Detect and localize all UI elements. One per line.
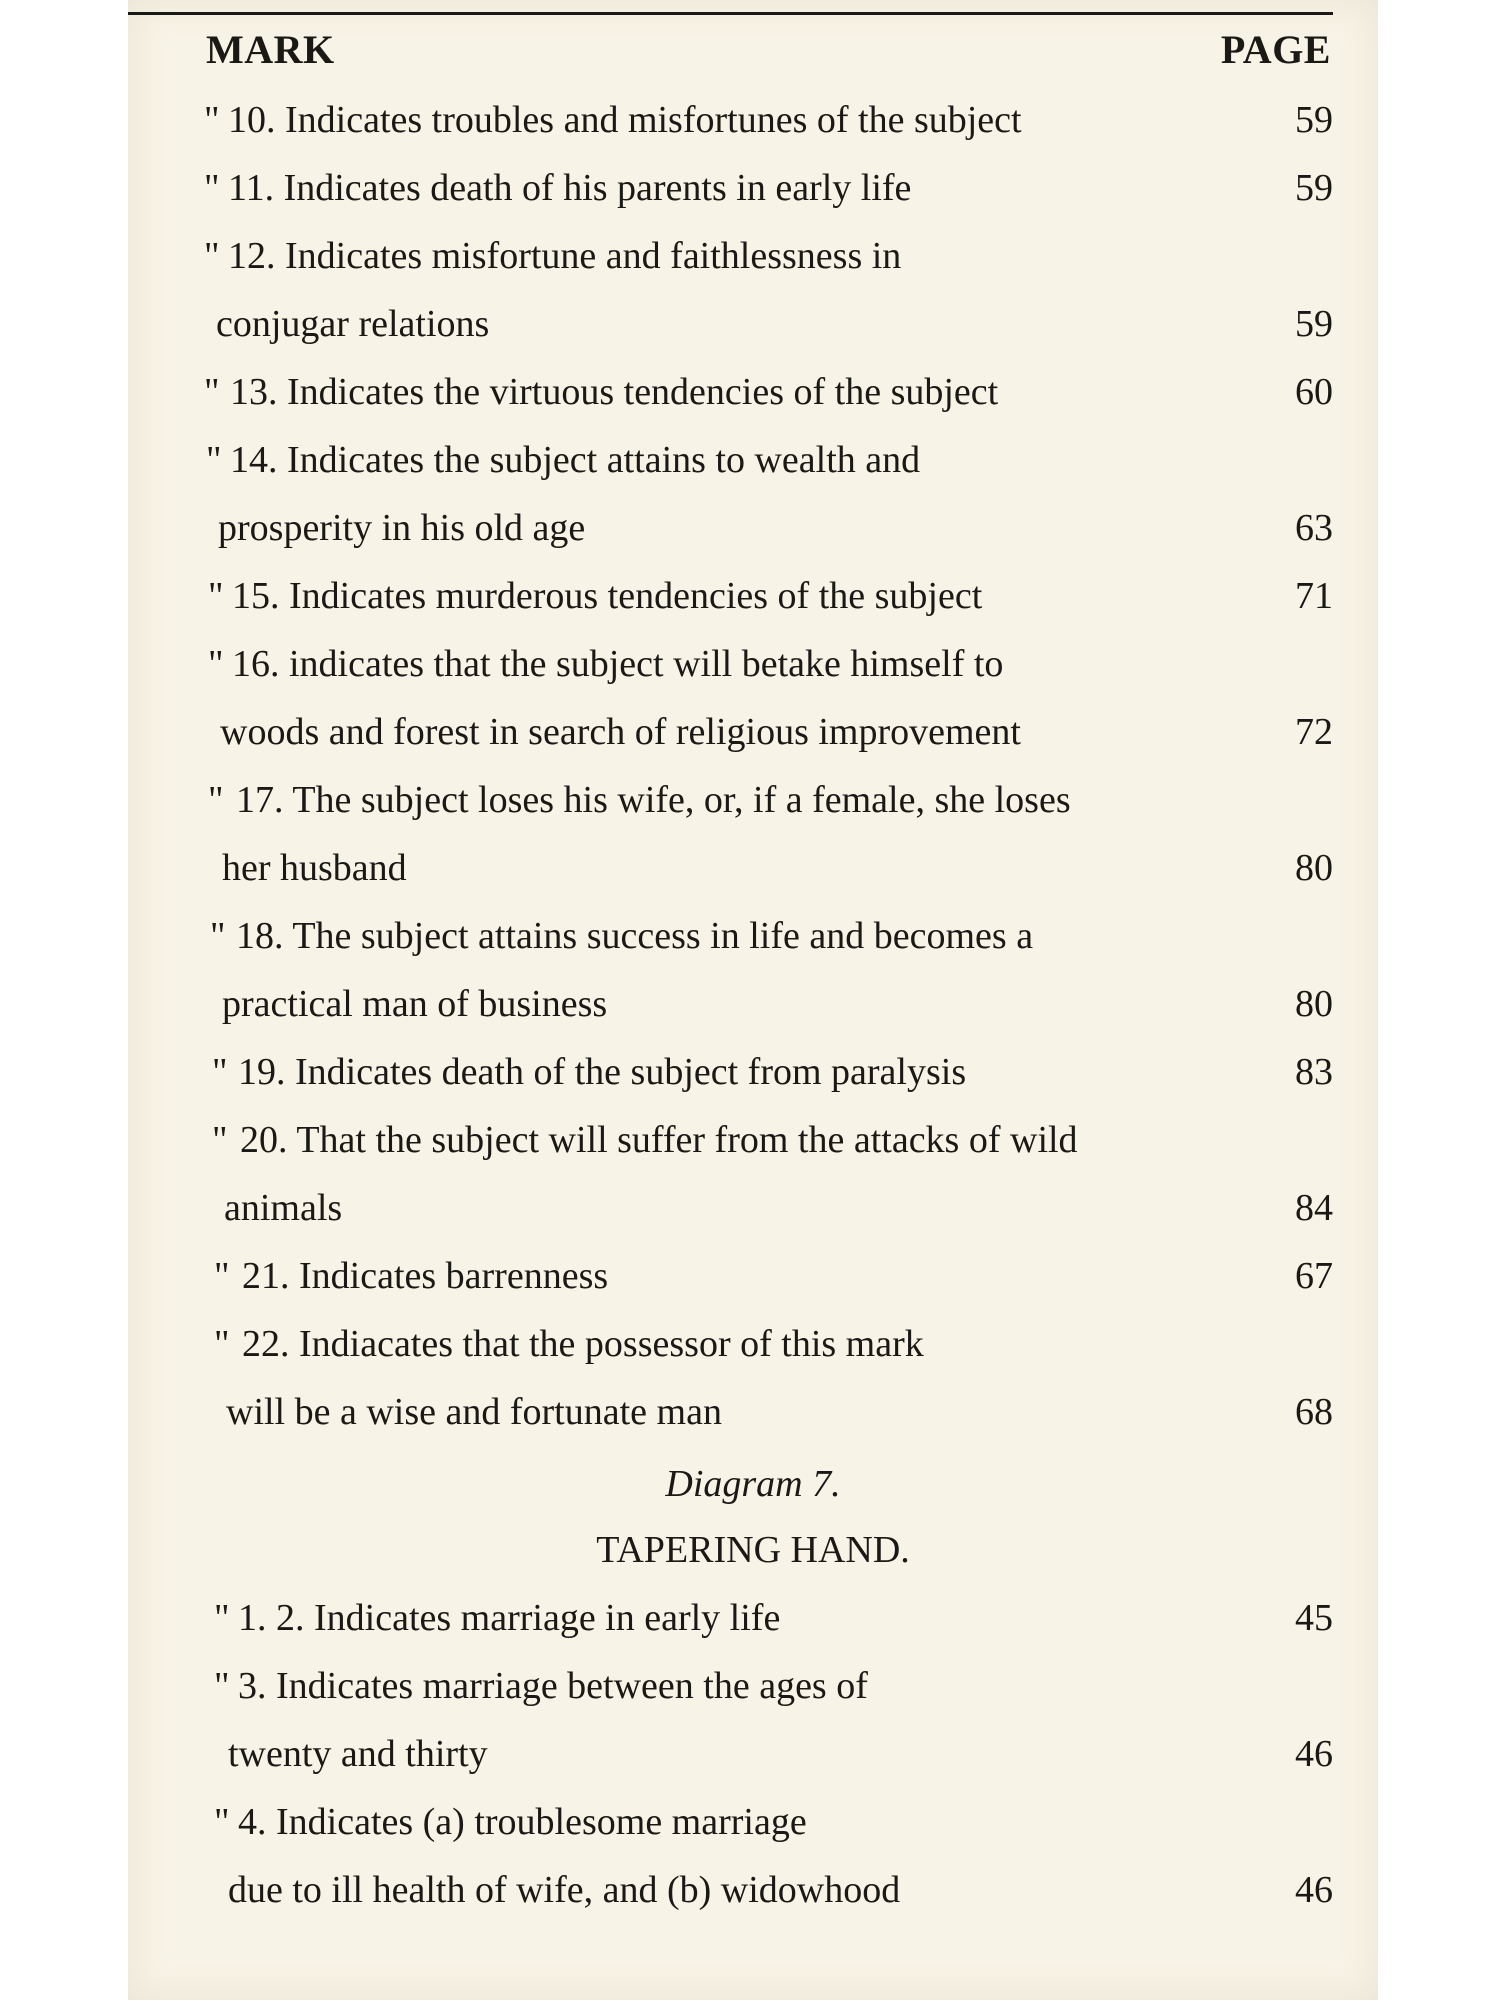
index-entry (128, 770, 1378, 830)
entry-text: practical man of business (222, 983, 608, 1025)
diagram-subtitle: TAPERING HAND. (596, 1529, 910, 1571)
column-header (128, 26, 1378, 82)
ditto-mark: " (208, 575, 224, 617)
entry-page-number: 45 (1295, 1597, 1333, 1639)
index-entry (128, 294, 1378, 354)
entry-text: twenty and thirty (228, 1733, 488, 1775)
index-entry (128, 1246, 1378, 1306)
entry-page-number: 80 (1295, 983, 1333, 1025)
entry-text: prosperity in his old age (218, 507, 586, 549)
entry-text: 12. Indicates misfortune and faithlessness in (228, 235, 902, 277)
entry-text: her husband (222, 847, 407, 889)
entry-text: 21. Indicates barrenness (242, 1255, 609, 1297)
index-entry (128, 1042, 1378, 1102)
ditto-mark: " (204, 371, 220, 413)
entry-text: will be a wise and fortunate man (226, 1391, 722, 1433)
entry-page-number: 68 (1295, 1391, 1333, 1433)
ditto-mark: " (204, 99, 220, 141)
index-entry (128, 90, 1378, 150)
ditto-mark: " (212, 1051, 228, 1093)
entry-page-number: 67 (1295, 1255, 1333, 1297)
index-entry (128, 1860, 1378, 1920)
index-entry (128, 430, 1378, 490)
entry-page-number: 60 (1295, 371, 1333, 413)
index-entry (128, 1792, 1378, 1852)
entry-text: 20. That the subject will suffer from the attacks of wild (240, 1119, 1078, 1161)
index-entry (128, 1110, 1378, 1170)
entry-text: 18. The subject attains success in life and becomes a (236, 915, 1034, 957)
ditto-mark: " (214, 1255, 230, 1297)
ditto-mark: " (208, 643, 224, 685)
index-entry (128, 1588, 1378, 1648)
entry-text: conjugar relations (216, 303, 490, 345)
ditto-mark: " (212, 1119, 228, 1161)
index-entry (128, 906, 1378, 966)
index-entry (128, 1178, 1378, 1238)
index-entry (128, 226, 1378, 286)
index-entry (128, 1724, 1378, 1784)
ditto-mark: " (214, 1801, 230, 1843)
ditto-mark: " (204, 235, 220, 277)
mark-column-label: MARK (206, 27, 335, 72)
entry-page-number: 63 (1295, 507, 1333, 549)
index-entry (128, 974, 1378, 1034)
entry-text: 1. 2. Indicates marriage in early life (238, 1597, 781, 1639)
ditto-mark: " (204, 167, 220, 209)
index-entry (128, 498, 1378, 558)
entry-text: 16. indicates that the subject will betake himself to (232, 643, 1004, 685)
ditto-mark: " (214, 1323, 230, 1365)
entry-text: 14. Indicates the subject attains to wealth and (230, 439, 921, 481)
entry-page-number: 46 (1295, 1869, 1333, 1911)
entry-text: woods and forest in search of religious improvement (220, 711, 1021, 753)
ditto-mark: " (206, 439, 222, 481)
entry-text: 3. Indicates marriage between the ages of (238, 1665, 868, 1707)
entry-text: animals (224, 1187, 343, 1229)
index-entry (128, 702, 1378, 762)
ditto-mark: " (210, 915, 226, 957)
index-entry (128, 1656, 1378, 1716)
entry-text: 11. Indicates death of his parents in early life (228, 167, 912, 209)
index-entry (128, 566, 1378, 626)
index-entry (128, 362, 1378, 422)
entry-page-number: 59 (1295, 99, 1333, 141)
entry-page-number: 72 (1295, 711, 1333, 753)
page-column-label: PAGE (1220, 27, 1331, 72)
index-content (128, 0, 1378, 2000)
entry-text: 15. Indicates murderous tendencies of the subject (232, 575, 983, 617)
entry-page-number: 59 (1295, 167, 1333, 209)
entry-text: 17. The subject loses his wife, or, if a female, she loses (236, 779, 1071, 821)
entry-page-number: 83 (1295, 1051, 1333, 1093)
entry-text: 13. Indicates the virtuous tendencies of the subject (230, 371, 999, 413)
entry-text: 4. Indicates (a) troublesome marriage (238, 1801, 807, 1843)
entry-page-number: 46 (1295, 1733, 1333, 1775)
index-entry (128, 1314, 1378, 1374)
index-entry (128, 634, 1378, 694)
diagram-title: Diagram 7. (665, 1463, 841, 1505)
entry-text: 19. Indicates death of the subject from paralysis (238, 1051, 967, 1093)
index-entry (128, 838, 1378, 898)
entry-page-number: 59 (1295, 303, 1333, 345)
entry-page-number: 71 (1295, 575, 1333, 617)
index-entry (128, 158, 1378, 218)
ditto-mark: " (214, 1665, 230, 1707)
ditto-mark: " (208, 779, 224, 821)
entry-text: 10. Indicates troubles and misfortunes of the subject (228, 99, 1022, 141)
index-entry (128, 1382, 1378, 1442)
entry-text: due to ill health of wife, and (b) widowhood (228, 1869, 901, 1911)
entry-page-number: 80 (1295, 847, 1333, 889)
entry-text: 22. Indiacates that the possessor of this mark (242, 1323, 924, 1365)
ditto-mark: " (214, 1597, 230, 1639)
entry-page-number: 84 (1295, 1187, 1333, 1229)
